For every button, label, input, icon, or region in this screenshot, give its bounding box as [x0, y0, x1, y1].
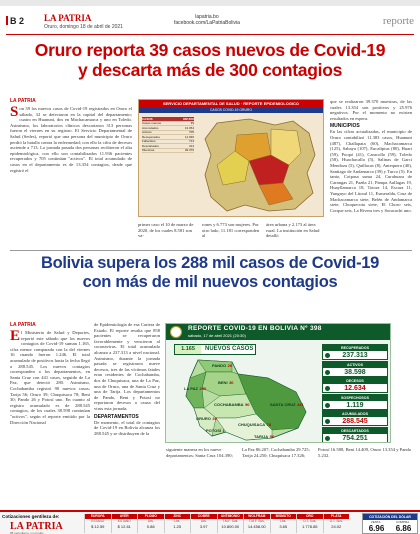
website-link[interactable]: lapatria.bo [195, 14, 219, 20]
stat-value: 754.251 [342, 434, 368, 442]
fx-buy-label: COMPRA [396, 520, 410, 524]
sedes-infographic [138, 99, 324, 217]
sedes-infographic-title: SERVICIO DEPARTAMENTAL DE SALUD · REPORTE EPIDEMIOLOGICO [139, 100, 323, 108]
table-cell-value: 13.354 [184, 125, 194, 130]
page-header [6, 12, 414, 34]
commodity-quotes [84, 514, 349, 533]
map-label-value: 1 [222, 428, 225, 433]
story1-headline [10, 40, 410, 80]
table-cell-label: Activos [142, 130, 152, 135]
stat-box-descartados [322, 427, 388, 443]
facebook-link[interactable]: facebook.com/LaPatriaBolivia [174, 20, 240, 26]
story1-byline: LA PATRIA [10, 98, 36, 104]
dollar-exchange-title: COTIZACIÓN DEL DÓLAR [363, 514, 417, 520]
quote-unit: O.T. Sus. [329, 519, 343, 523]
stat-box-decesos [322, 377, 388, 393]
header-links [174, 14, 240, 26]
stat-value: 237.313 [342, 352, 368, 359]
masthead: LA PATRIA [44, 13, 92, 23]
map-label-name: TARIJA [254, 434, 269, 439]
quote-commodity: PLATA [324, 514, 350, 519]
table-header-cell: CASOS [142, 116, 153, 121]
map-label-value: 39 [212, 416, 217, 421]
story1-column3-text: rones y 6.773 son mujeres. Por otro lado, 11.181 corresponden al [202, 222, 260, 239]
quote-unit: T.M.F. Sus. [248, 519, 265, 523]
departamentos-heading: DEPARTAMENTOS [94, 413, 139, 420]
section-name: reporte [382, 15, 414, 27]
map-label-name: SANTA CRUZ [270, 402, 296, 407]
quote-cell [84, 514, 111, 533]
fx-sell-value: 6.96 [368, 524, 385, 533]
table-row [142, 149, 194, 154]
quote-unit: Lbs. [280, 519, 287, 523]
map-label-name: ORURO [196, 416, 211, 421]
quote-unit: ESTAÑO [117, 519, 131, 523]
story1-column5 [330, 99, 412, 247]
quote-cell [111, 514, 138, 533]
map-label-value: 30 [229, 380, 234, 385]
table-cell-label: Muestras [142, 148, 155, 153]
header-rule [6, 34, 414, 35]
municipios-heading: MUNICIPIOS [330, 123, 360, 130]
bolivia-map [176, 358, 316, 442]
ministry-seal-icon [170, 326, 182, 338]
stat-value: 288.545 [342, 418, 368, 425]
table-cell-value: 11.936 [185, 134, 194, 139]
quote-value: 3.65 [279, 524, 288, 529]
map-label-potosí [206, 428, 226, 433]
covid-report-header [166, 324, 391, 340]
map-label-value: 441 [297, 402, 304, 407]
quote-unit: Lbs. [147, 519, 154, 523]
story1-headline-line1: Oruro reporta 39 casos nuevos de Covid-19 [34, 40, 386, 60]
quote-cell [164, 514, 191, 533]
oruro-map [197, 115, 323, 215]
quotes-bar [0, 510, 420, 534]
table-cell-label: Acumulados [142, 125, 159, 130]
stat-box-acumulados [322, 410, 388, 426]
quote-value: 0.88 [146, 524, 155, 529]
story2-column2-text: de Epidemiología de esa Cartera de Estado. El reporte resalta que 858 pacientes se recuperaron favorablemente y vencieron al coronavirus. El total acumulado alcanza a 237.313 a nivel nacional. Asimismo, durante la jornada pasada se registraron nueve decesos, tres de las víctimas fatales eran residentes de Cochabamba, dos de Chuquisaca, una de La Paz, una de Oruro, una de Santa Cruz y una de Tarija. Los departamentos de Pando, Beni y Potosí no reportaron decesos a causa del virus esta jornada. [94, 322, 160, 411]
quote-commodity: ORO [297, 514, 323, 519]
quote-commodity: BISMUTO [271, 514, 297, 519]
quotes-title: Cotizaciones gentileza de: [2, 514, 60, 519]
story2-column1-text: l Ministerio de Salud y Deportes, reportó este sábado que los nuevos contagios de Covid-19 suman 1.165, cifra menor comparada con la del viernes 16 cuando fueron 1.246. El total acumulado de positivos hasta la fecha llegó a 288.545. Los nuevos contagios corresponden a los departamentos, en Santa Cruz con 441 casos, seguido de La Paz, que detectó 280. Asimismo, Cochabamba registró 90 nuevos casos; Tarija 56; Oruro 39; Chuquisaca 78; Beni 30; Pando 26 y Potosí uno. En cuanto al registro acumulado es de 288.545 contagios, de los cuales 38.598 continúan "activos", según el reporte emitido por la Dirección Nacional [10, 330, 90, 425]
table-cell-label: Casos nuevos [142, 121, 162, 126]
map-label-name: PANDO [212, 363, 227, 368]
table-cell-label: Recuperados [142, 134, 160, 139]
quote-unit: ESTAÑO [91, 519, 105, 523]
map-label-value: 26 [227, 363, 233, 368]
stat-box-recuperados [322, 344, 388, 360]
quote-cell [137, 514, 164, 533]
story1-column4-text: área urbana y 2.173 al área rural. La institución en Salud detalló [266, 222, 320, 239]
story2-headline-line1: Bolivia supera los 288 mil casos de Covid-19 [40, 254, 380, 272]
table-cell-value: 39 [190, 121, 194, 126]
quote-unit: Lbs. [174, 519, 181, 523]
map-label-pando [212, 363, 233, 368]
quote-value: 3.97 [199, 524, 208, 529]
quote-cell [217, 514, 244, 533]
story2-column4-text: La Paz 86.207; Cochabamba 29.725; Tarija 24.250; Chuquisaca 17.326; [242, 447, 310, 458]
quote-value: 10.800.00 [221, 524, 240, 529]
quotes-logo: LA PATRIA [10, 521, 63, 532]
table-cell-label: Descartados [142, 143, 159, 148]
covid-report-date: sábado, 17 de abril 2021 (20:30) [188, 333, 246, 338]
stat-label: SOSPECHOSOS [323, 395, 387, 401]
quote-commodity: ANTIMONIO [218, 514, 244, 519]
table-cell-value: 39.370 [184, 148, 194, 153]
quote-value: $ 12.59 [91, 524, 105, 529]
story2-headline [10, 254, 410, 292]
quote-value: 1.25 [173, 524, 182, 529]
table-cell-value: 313 [188, 143, 194, 148]
fx-sell-label: VENTA [370, 520, 381, 524]
table-cell-value: 705 [188, 130, 194, 135]
new-cases-label: NUEVOS CASOS [205, 346, 254, 352]
story2-column1 [10, 330, 90, 502]
quote-value: 24.02 [331, 524, 342, 529]
covid-report-title: REPORTE COVID-19 EN BOLIVIA Nº 398 [188, 325, 322, 332]
issue-date: Oruro, domingo 18 de abril de 2021 [44, 24, 123, 30]
sedes-infographic-subtitle: CASOS COVID-19 ORURO [139, 108, 323, 113]
story2-column3-text: siguiente manera en los nueve departamentos; Santa Cruz 104.390; [166, 447, 233, 458]
stat-label: ACTIVOS [323, 362, 387, 368]
map-label-oruro [196, 416, 218, 421]
map-label-name: CHUQUISACA [238, 422, 266, 427]
quote-commodity: WOLFRAM [244, 514, 270, 519]
story2-column5-text: Potosí 16.588, Beni 14.409, Oruro 13.354 y Pando 5.232. [318, 447, 412, 458]
stat-label: ACUMULADOS [323, 411, 387, 417]
top-strip [0, 0, 420, 6]
map-label-value: 90 [245, 402, 250, 407]
quote-commodity: COBRE [191, 514, 217, 519]
stat-label: RECUPERADOS [323, 345, 387, 351]
story2-dropcap: E [10, 330, 21, 344]
table-cell-value: 713 [188, 139, 194, 144]
quote-cell [243, 514, 270, 533]
sedes-cases-table [142, 117, 194, 153]
quote-commodity: AYER [112, 514, 138, 519]
quote-unit: T.M.F. Sus. [222, 519, 239, 523]
map-label-cochabamba [214, 402, 250, 407]
stat-box-activos [322, 361, 388, 377]
stat-label: DECESOS [323, 378, 387, 384]
quote-cell [323, 514, 350, 533]
story1-dropcap: S [10, 106, 19, 120]
new-cases-box [174, 344, 256, 355]
fx-buy-value: 6.86 [395, 524, 412, 533]
map-label-value: 78 [266, 422, 272, 427]
map-label-beni [218, 380, 234, 385]
dollar-exchange-box [362, 513, 418, 534]
story1-municipios-text: En las cifras actualizadas, el municipio de Oruro contabilizó 11.383 casos, Huanuni (487), Challapata (60), Machacamarca (125), Sabaya (107), Eucaliptus (80), Huari (59), Poopó (41), Caracollo (59), Toledo (58), Huachacalla (5), Salinas de Garci Mendoza (5), Quillacas (8), Antequera (40), Santiago de Andamarca (39) y Turco (5). En tanto, Coipasa suma 24, Curahuara de Carangas 21, Pazña 21, Pampa Aullagas 19, Huayllamarca 18, Totora 14, Escara 11, Yunguyo del Litoral 11, Esmeralda, Cruz de Machacamarca siete, Belén de Andamarca siete, Choquecota siete, El Choro seis, Corque seis, La Rivera tres y Soracachi uno. [330, 129, 412, 213]
quote-commodity: ZINC [165, 514, 191, 519]
map-label-value: 56 [269, 434, 275, 439]
quote-value: 1.778.85 [301, 524, 318, 529]
map-label-value: 280 [199, 386, 207, 391]
page-number-label: B 2 [10, 16, 25, 26]
page-number [6, 16, 24, 26]
dollar-exchange-values [363, 524, 417, 533]
quote-cell [296, 514, 323, 533]
quote-cell [190, 514, 217, 533]
stat-value: 12.634 [344, 385, 366, 392]
map-label-name: LA PAZ [184, 386, 198, 391]
table-header-cell: ORURO [182, 116, 194, 121]
story2-byline: LA PATRIA [10, 322, 36, 328]
story1-headline-line2: y descarta más de 300 contagios [77, 60, 343, 80]
table-cell-label: Fallecidos [142, 139, 156, 144]
story2-headline-line2: con más de mil nuevos contagios [82, 273, 338, 291]
quote-value: 14.458.00 [247, 524, 266, 529]
story1-column5-text: que se realizaron 39.370 muestras, de las cuales 13.354 son positivos y 25.976 negativos. Por el momento no existen resultados en espera. [330, 99, 412, 121]
map-label-chuquisaca [238, 422, 272, 427]
story2-departamentos-text: De momento, el total de contagios de Covid-19 en Bolivia alcanza los 288.545 y se distribuyen de la [94, 419, 160, 436]
map-label-name: BENI [218, 380, 228, 385]
quote-unit: Lbs. [200, 519, 207, 523]
quotes-slogan: 88 periodismo, mi orgullo [10, 531, 44, 534]
page-number-bar [6, 16, 8, 25]
map-label-name: COCHABAMBA [214, 402, 244, 407]
quote-cell [270, 514, 297, 533]
quote-commodity: EUROPA [85, 514, 111, 519]
story1-column2-text: primer caso el 10 de marzo de 2020, de los cuales 8.581 son va- [138, 222, 194, 239]
stat-box-sospechosos [322, 394, 388, 410]
covid-bolivia-infographic [165, 323, 391, 443]
map-label-tarija [254, 434, 275, 439]
quote-value: $ 12.61 [117, 524, 131, 529]
map-label-santa-cruz [270, 402, 305, 407]
quote-unit: O.T. Sus. [303, 519, 317, 523]
stat-value: 38.598 [344, 368, 366, 376]
story1-column1-text: on 39 los nuevos casos de Covid-19 registrados en Oruro el sábado, 32 se detectaron en la capital del departamento; cuatro en Huanuni, dos en Machacamarca y uno en Toledo. Asimismo, los laboratorios clínicos descartaron 313 personas fueron el viernes en su registro. El Servicio Departamental de Salud (Sedes), reportó que una persona del municipio de Oruro perdió la batalla contra la enfermedad; con ello la cifra de decesos asciende a 713. La jornada pasada dos personas recibieron el alta epidemiológica, con ello son contabilizados 11.936 pacientes recuperados y 705 continúan "activos". El total acumulado de casos en el departamento es de 13.354 contagios, desde que registró el [10, 106, 132, 173]
stat-value: 1.119 [346, 401, 364, 409]
quote-commodity: PLOMO [138, 514, 164, 519]
stat-label: DESCARTADOS [323, 428, 387, 434]
story-divider [10, 250, 412, 251]
map-label-la-paz [184, 386, 207, 391]
map-label-name: POTOSÍ [206, 428, 222, 433]
story2-column2 [94, 322, 160, 504]
new-cases-value: 1.165 [175, 345, 201, 354]
